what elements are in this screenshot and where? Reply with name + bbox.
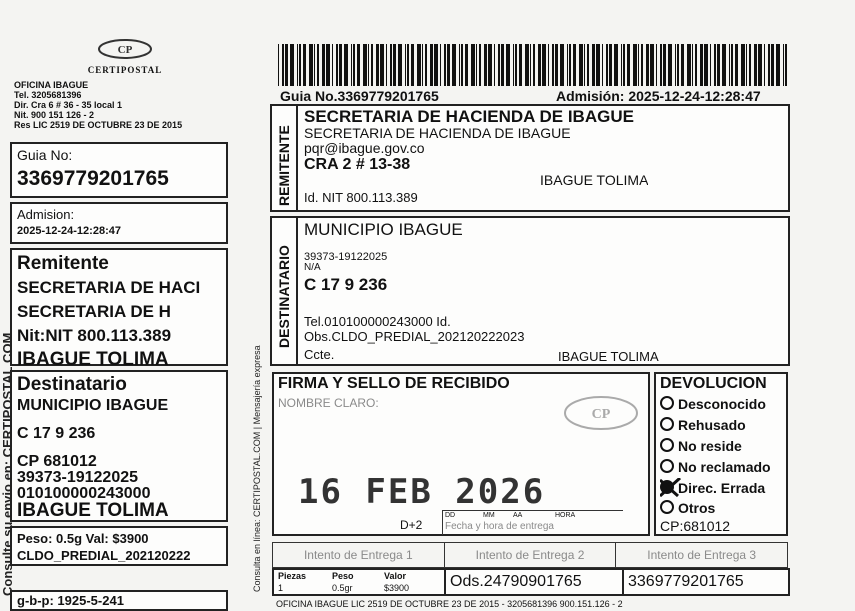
left-remitente-line: IBAGUE TOLIMA: [17, 349, 169, 370]
left-cldo-line: CLDO_PREDIAL_202120222: [17, 548, 191, 563]
logo-name: CERTIPOSTAL: [87, 65, 163, 75]
barcode-bar: [641, 44, 643, 86]
barcode-bar: [425, 44, 427, 86]
barcode-bar: [519, 44, 522, 86]
barcode-bar: [440, 44, 441, 86]
barcode-bar: [623, 44, 625, 86]
barcode-bar: [731, 44, 733, 86]
barcode: [278, 44, 792, 86]
barcode-bar: [326, 44, 330, 86]
devolucion-option[interactable]: [660, 415, 782, 436]
fecha-aa-label: AA: [513, 512, 523, 519]
left-destinatario-line: IBAGUE TOLIMA: [17, 502, 169, 520]
barcode-bar: [555, 44, 558, 86]
barcode-bar: [515, 44, 517, 86]
remitente-address: CRA 2 # 13-38: [304, 156, 411, 173]
destinatario-address: C 17 9 236: [304, 275, 388, 294]
bottom-row: [272, 568, 790, 596]
barcode-bar: [548, 44, 549, 86]
devolucion-option[interactable]: [660, 457, 782, 478]
received-date-stamp: 16 FEB 2026: [298, 472, 546, 512]
devolucion-option-label: Otros: [678, 500, 716, 516]
barcode-bar: [677, 44, 679, 86]
left-destinatario-line: MUNICIPIO IBAGUE: [17, 397, 169, 414]
barcode-bar: [722, 44, 726, 86]
barcode-bar: [407, 44, 409, 86]
barcode-bar: [729, 44, 730, 86]
destinatario-box: [270, 216, 790, 366]
barcode-bar: [771, 44, 774, 86]
barcode-bar: [717, 44, 720, 86]
left-destinatario-line: C 17 9 236: [17, 425, 96, 442]
barcode-bar: [476, 44, 477, 86]
barcode-bar: [444, 44, 446, 86]
barcode-bar: [621, 44, 622, 86]
barcode-bar: [569, 44, 571, 86]
left-destinatario-line: 010100000243000: [17, 486, 151, 502]
barcode-bar: [627, 44, 630, 86]
barcode-bar: [282, 44, 284, 86]
barcode-bar: [675, 44, 676, 86]
left-admision-box: [10, 202, 228, 244]
barcode-bar: [498, 44, 500, 86]
barcode-bar: [290, 44, 294, 86]
radio-circle-icon[interactable]: [660, 396, 674, 410]
office-name: OFICINA IBAGUE: [14, 80, 89, 90]
devolucion-option-label: Direc. Errada: [678, 480, 766, 496]
left-admision-label: Admision:: [17, 207, 75, 222]
barcode-bar: [533, 44, 535, 86]
office-tel: Tel. 3205681396: [14, 90, 82, 100]
barcode-bar: [614, 44, 618, 86]
barcode-bar: [371, 44, 373, 86]
barcode-bar: [587, 44, 589, 86]
left-remitente-label: Remitente: [17, 253, 109, 274]
barcode-bar: [488, 44, 492, 86]
office-dir: Dir. Cra 6 # 36 - 35 local 1: [14, 100, 123, 110]
devolucion-option[interactable]: [660, 436, 782, 457]
barcode-bar: [339, 44, 342, 86]
left-gbp-box: [10, 590, 228, 611]
intento-entrega-2: Intento de Entrega 2: [445, 543, 617, 567]
remitente-label: REMITENTE: [276, 125, 292, 206]
barcode-bar: [309, 44, 313, 86]
remitente-email: pqr@ibague.gov.co: [304, 141, 425, 156]
radio-circle-icon[interactable]: [660, 459, 674, 473]
barcode-bar: [776, 44, 780, 86]
barcode-bar: [695, 44, 697, 86]
intento-entrega-3: Intento de Entrega 3: [647, 548, 757, 562]
fecha-mm-label: MM: [483, 512, 495, 519]
logo: [60, 38, 190, 78]
remitente-title: SECRETARIA DE HACIENDA DE IBAGUE: [304, 108, 634, 126]
left-admision-value: 2025-12-24-12:28:47: [17, 225, 121, 237]
check-mark-icon: [660, 478, 682, 499]
devolucion-title: DEVOLUCION: [660, 375, 767, 392]
radio-circle-icon[interactable]: [660, 438, 674, 452]
barcode-bar: [471, 44, 475, 86]
footer-text: OFICINA IBAGUE LIC 2519 DE OCTUBRE 23 DE 2015 - 3205681396 900.151.126 - 2: [276, 599, 623, 609]
firma-d2: D+2: [400, 518, 423, 532]
barcode-bar: [606, 44, 608, 86]
barcode-bar: [459, 44, 460, 86]
certipostal-watermark-icon: [562, 394, 640, 432]
barcode-bar: [646, 44, 649, 86]
piezas-label: Piezas: [278, 571, 307, 581]
barcode-bar: [390, 44, 392, 86]
header-guia: Guia No.3369779201765: [280, 88, 439, 104]
barcode-bar: [650, 44, 654, 86]
barcode-bar: [785, 44, 787, 86]
barcode-bar: [405, 44, 406, 86]
barcode-bar: [332, 44, 333, 86]
left-remitente-line: SECRETARIA DE H: [17, 302, 171, 321]
barcode-bar: [363, 44, 367, 86]
barcode-bar: [700, 44, 703, 86]
barcode-bar: [353, 44, 355, 86]
barcode-bar: [501, 44, 504, 86]
header-admision: Admisión: 2025-12-24-12:28:47: [556, 88, 761, 104]
barcode-bar: [602, 44, 603, 86]
barcode-bar: [542, 44, 546, 86]
destinatario-na: N/A: [304, 263, 321, 273]
barcode-bar: [768, 44, 770, 86]
barcode-bar: [376, 44, 379, 86]
barcode-bar: [710, 44, 711, 86]
left-remitente-line: Nit:NIT 800.113.389: [17, 326, 172, 345]
intentos-row: [272, 542, 788, 568]
fecha-dd-label: DD: [445, 512, 456, 519]
barcode-bar: [656, 44, 657, 86]
barcode-bar: [592, 44, 595, 86]
left-guia-box: [10, 142, 228, 198]
barcode-bar: [303, 44, 306, 86]
valor-value: $3900: [384, 583, 410, 593]
barcode-bar: [461, 44, 463, 86]
barcode-bar: [285, 44, 288, 86]
svg-text:CP: CP: [591, 407, 611, 422]
left-remitente-box: [10, 248, 228, 370]
barcode-bar: [681, 44, 684, 86]
devolucion-cp: CP:681012: [660, 518, 731, 534]
barcode-bar: [386, 44, 387, 86]
destinatario-ccte: Ccte.: [304, 347, 335, 362]
intento-entrega-1: Intento de Entrega 1: [273, 543, 445, 567]
left-gbp-line: g-b-p: 1925-5-241: [17, 593, 124, 608]
barcode-bar: [552, 44, 554, 86]
barcode-bar: [560, 44, 564, 86]
barcode-bar: [393, 44, 396, 86]
barcode-bar: [704, 44, 708, 86]
barcode-bar: [584, 44, 585, 86]
barcode-bar: [754, 44, 757, 86]
barcode-bar: [573, 44, 576, 86]
barcode-bar: [609, 44, 612, 86]
destinatario-name: MUNICIPIO IBAGUE: [304, 220, 463, 239]
barcode-bar: [322, 44, 325, 86]
barcode-bar: [687, 44, 691, 86]
bottom-ods: Ods.24790901765: [446, 570, 624, 594]
barcode-bar: [422, 44, 423, 86]
firma-nombre-label: NOMBRE CLARO:: [278, 396, 379, 410]
barcode-graphic: [278, 44, 792, 86]
side-text-outer: Consulte su envio en: CERTIPOSTAL.COM: [0, 332, 15, 596]
side-text-inner: Consulta en línea: CERTIPOSTAL.COM | Mensajería expresa: [252, 345, 262, 592]
devolucion-option[interactable]: [660, 499, 782, 517]
barcode-bar: [484, 44, 487, 86]
barcode-bar: [411, 44, 414, 86]
barcode-bar: [344, 44, 348, 86]
barcode-bar: [368, 44, 369, 86]
barcode-bar: [663, 44, 666, 86]
piezas-value: 1: [278, 583, 284, 593]
barcode-bar: [494, 44, 495, 86]
barcode-bar: [638, 44, 639, 86]
barcode-bar: [434, 44, 438, 86]
barcode-bar: [660, 44, 662, 86]
destinatario-obs: Obs.CLDO_PREDIAL_202120222023: [304, 329, 525, 344]
left-destinatario-box: [10, 370, 228, 522]
fecha-hora-label: HORA: [555, 512, 576, 519]
left-remitente-line: SECRETARIA DE HACI: [17, 278, 201, 297]
barcode-bar: [380, 44, 384, 86]
destinatario-tel: Tel.010100000243000 Id.: [304, 314, 451, 329]
barcode-bar: [741, 44, 745, 86]
devolucion-option-label: No reclamado: [678, 459, 771, 475]
office-block: [14, 80, 234, 130]
bottom-details: [274, 570, 446, 594]
barcode-bar: [764, 44, 765, 86]
barcode-bar: [783, 44, 784, 86]
radio-circle-icon[interactable]: [660, 500, 674, 514]
fecha-entrega-label: Fecha y hora de entrega: [445, 521, 554, 532]
barcode-bar: [596, 44, 600, 86]
devolucion-box: [654, 372, 788, 536]
barcode-bar: [299, 44, 301, 86]
remitente-box: [270, 104, 790, 212]
destinatario-label: DESTINATARIO: [276, 245, 292, 348]
destinatario-ref: 39373-19122025: [304, 252, 388, 263]
remitente-line2: SECRETARIA DE HACIENDA DE IBAGUE: [304, 126, 571, 141]
barcode-bar: [668, 44, 672, 86]
barcode-bar: [314, 44, 315, 86]
barcode-bar: [633, 44, 637, 86]
barcode-bar: [758, 44, 762, 86]
bottom-guia: 3369779201765: [628, 573, 744, 590]
barcode-bar: [278, 44, 279, 86]
left-destinatario-label: Destinatario: [17, 374, 127, 395]
svg-text:CP: CP: [117, 44, 133, 56]
barcode-bar: [447, 44, 450, 86]
barcode-bar: [692, 44, 693, 86]
barcode-bar: [530, 44, 531, 86]
barcode-bar: [452, 44, 456, 86]
left-guia-label: Guia No:: [17, 147, 73, 163]
left-peso-box: [10, 526, 228, 566]
barcode-bar: [479, 44, 481, 86]
barcode-bar: [465, 44, 468, 86]
barcode-bar: [297, 44, 298, 86]
left-guia-value: 3369779201765: [17, 167, 169, 190]
barcode-bar: [506, 44, 510, 86]
office-nit: Nit. 900 151 126 - 2: [14, 110, 95, 120]
barcode-bar: [567, 44, 568, 86]
left-destinatario-line: CP 681012: [17, 454, 97, 470]
barcode-bar: [579, 44, 583, 86]
barcode-bar: [513, 44, 514, 86]
barcode-bar: [525, 44, 529, 86]
devolucion-option-label: Rehusado: [678, 417, 746, 433]
barcode-bar: [336, 44, 338, 86]
valor-label: Valor: [384, 571, 407, 581]
firma-title: FIRMA Y SELLO DE RECIBIDO: [278, 375, 510, 392]
barcode-bar: [430, 44, 433, 86]
barcode-bar: [357, 44, 360, 86]
office-res: Res LIC 2519 DE OCTUBRE 23 DE 2015: [14, 120, 183, 130]
barcode-bar: [714, 44, 716, 86]
devolucion-option-label: Desconocido: [678, 396, 766, 412]
barcode-bar: [538, 44, 541, 86]
remitente-city: IBAGUE TOLIMA: [540, 172, 649, 188]
barcode-bar: [417, 44, 421, 86]
devolucion-option[interactable]: [660, 394, 782, 415]
certipostal-logo-icon: [97, 38, 153, 60]
peso-value: 0.5gr: [332, 583, 353, 593]
left-peso-line: Peso: 0.5g Val: $3900: [17, 531, 149, 546]
barcode-bar: [746, 44, 747, 86]
barcode-bar: [317, 44, 319, 86]
radio-circle-icon[interactable]: [660, 417, 674, 431]
barcode-bar: [735, 44, 738, 86]
remitente-nit: Id. NIT 800.113.389: [304, 190, 418, 205]
barcode-bar: [398, 44, 402, 86]
firma-box: [272, 372, 650, 536]
barcode-bar: [749, 44, 751, 86]
peso-label: Peso: [332, 571, 354, 581]
left-destinatario-line: 39373-19122025: [17, 470, 139, 486]
devolucion-option-label: No reside: [678, 438, 742, 454]
destinatario-city: IBAGUE TOLIMA: [558, 349, 659, 364]
barcode-bar: [351, 44, 352, 86]
devolucion-option-checked[interactable]: [660, 478, 782, 499]
